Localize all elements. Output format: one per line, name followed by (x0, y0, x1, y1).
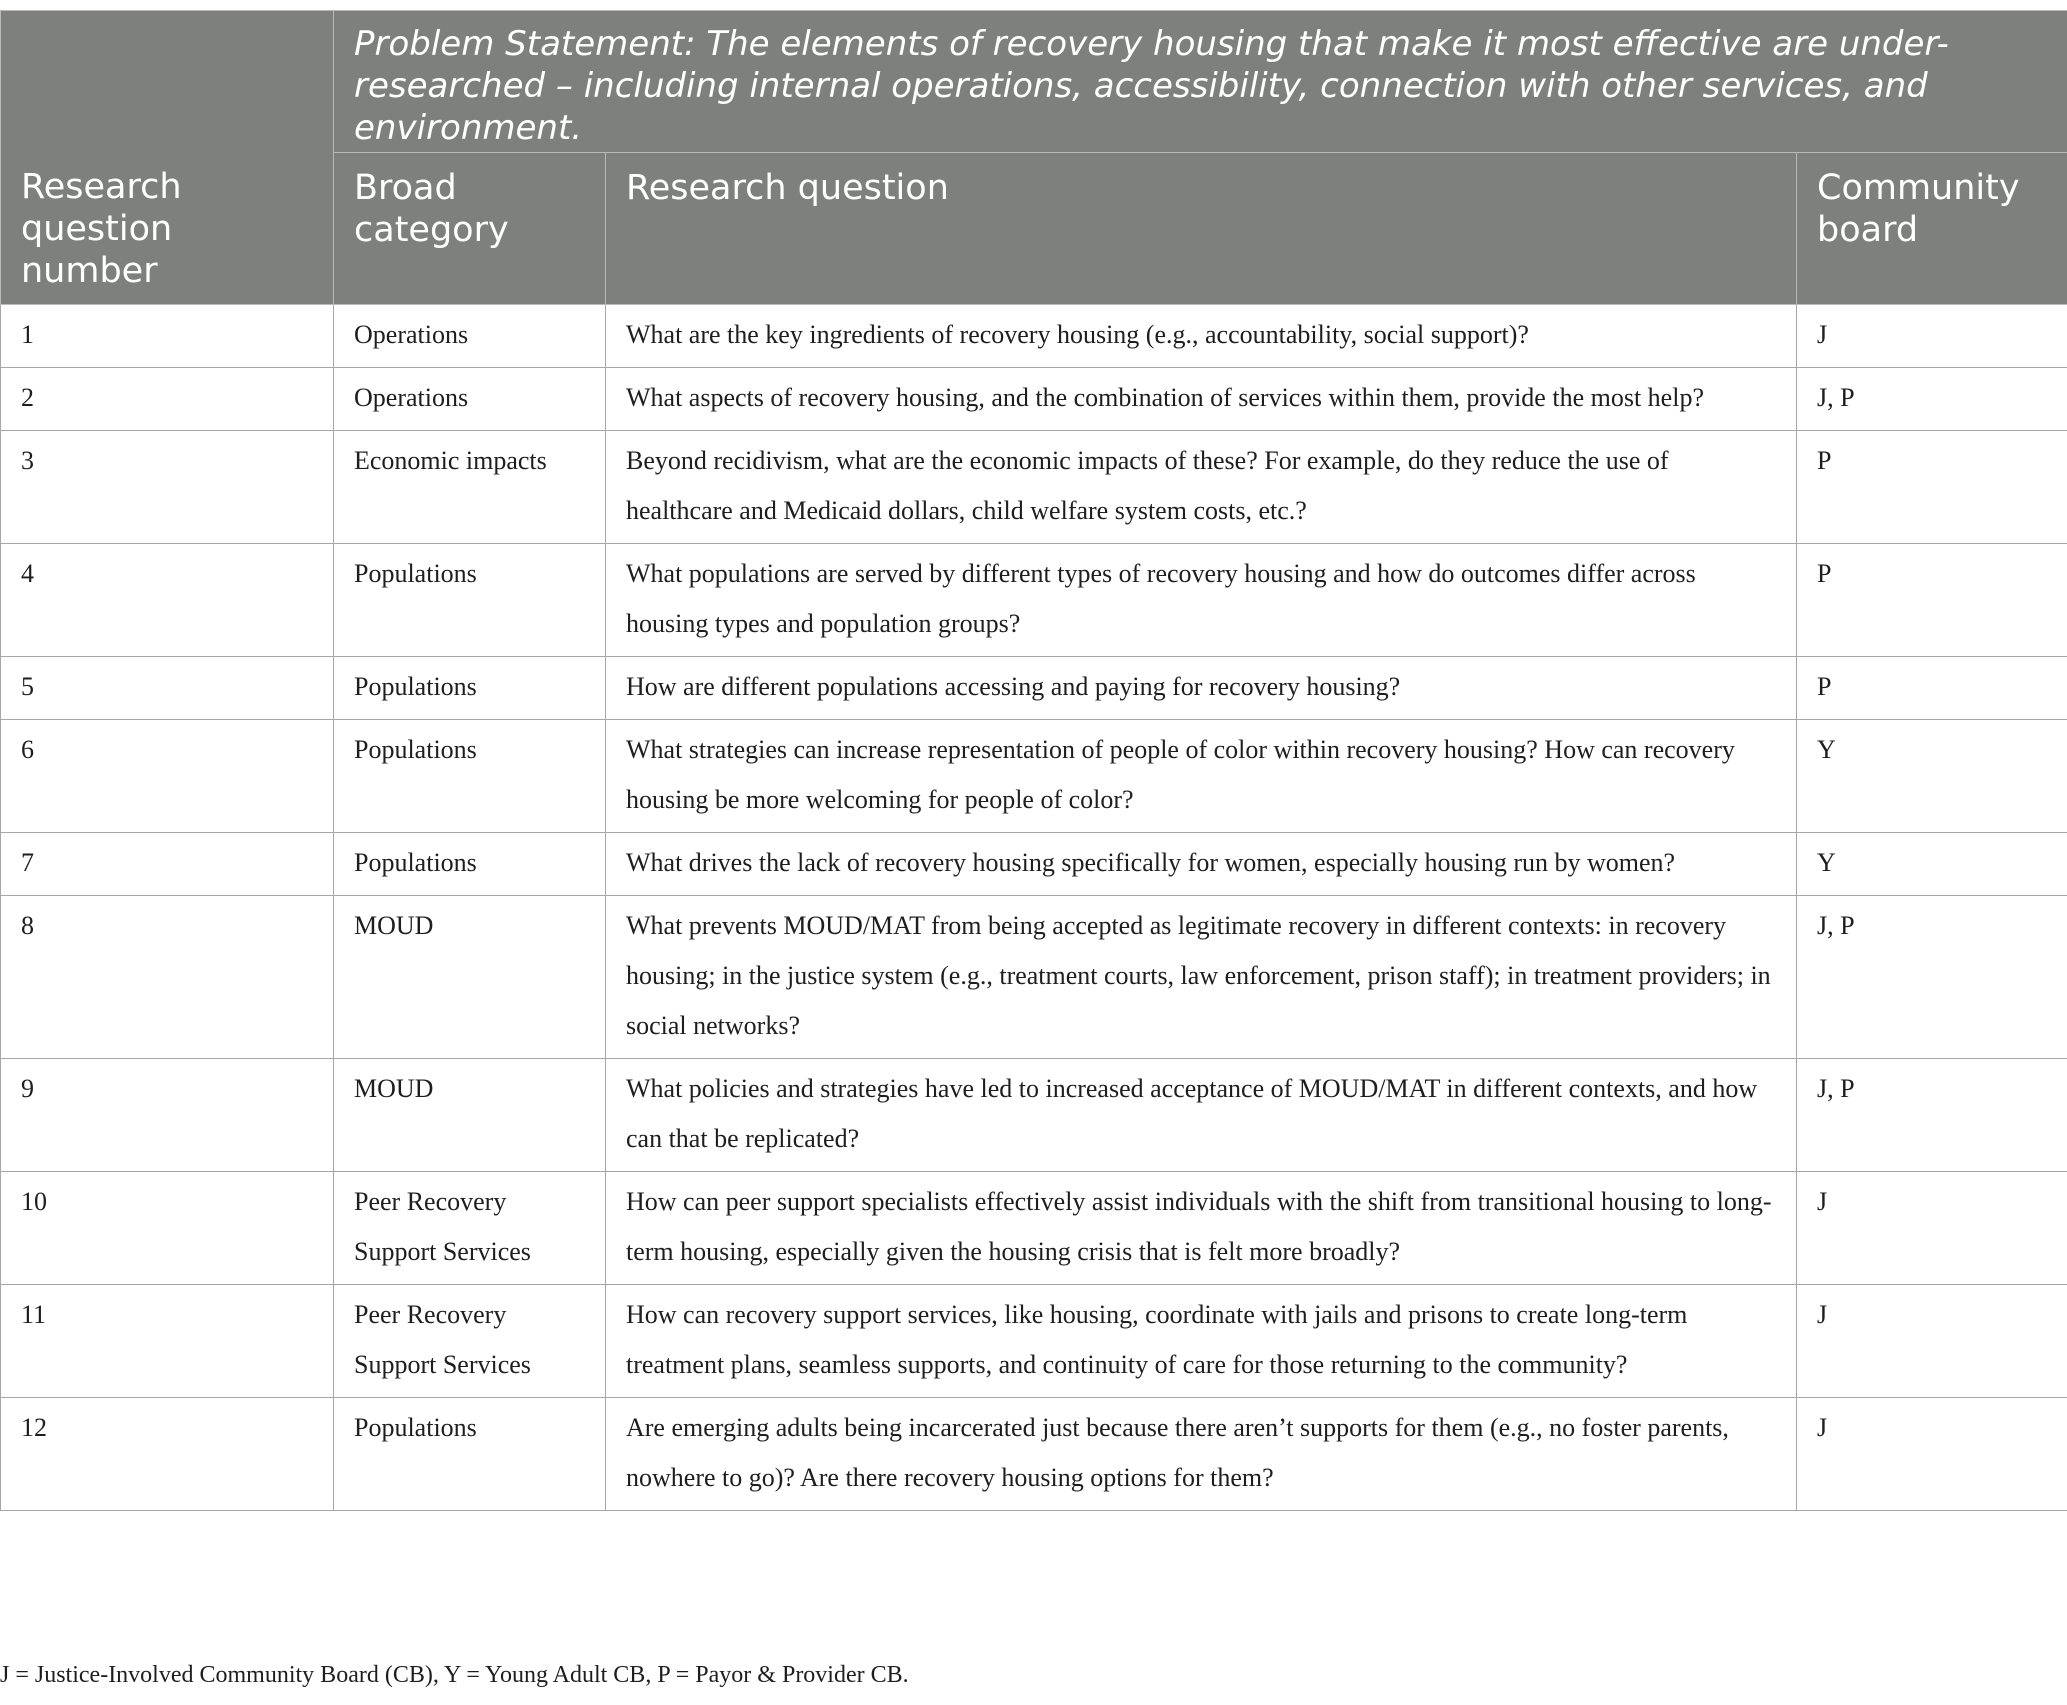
row-question: What strategies can increase representation of people of color within recovery housing? How can recovery housing be more welcoming for people of color? (606, 720, 1797, 833)
row-board: P (1797, 657, 2067, 720)
row-board: J, P (1797, 368, 2067, 431)
research-questions-table (0, 10, 2067, 1511)
header-community-board: Community board (1797, 153, 2067, 305)
row-board: J (1797, 1285, 2067, 1398)
row-number: 4 (1, 544, 334, 657)
row-question: Beyond recidivism, what are the economic impacts of these? For example, do they reduce the use of healthcare and Medicaid dollars, child welfare system costs, etc.? (606, 431, 1797, 544)
table-row (1, 1398, 2067, 1511)
table-footnote: J = Justice-Involved Community Board (CB), Y = Young Adult CB, P = Payor & Provider CB. (0, 1662, 909, 1688)
row-number: 10 (1, 1172, 334, 1285)
table-row (1, 544, 2067, 657)
problem-statement: Problem Statement: The elements of recovery housing that make it most effective are under-researched – including internal operations, accessibility, connection with other services, and environment. (334, 11, 2067, 153)
table-row (1, 720, 2067, 833)
row-question: What drives the lack of recovery housing specifically for women, especially housing run by women? (606, 833, 1797, 896)
row-category: Populations (334, 657, 606, 720)
header-research-question: Research question (606, 153, 1797, 305)
row-question: What populations are served by different types of recovery housing and how do outcomes differ across housing types and population groups? (606, 544, 1797, 657)
row-number: 2 (1, 368, 334, 431)
row-number: 8 (1, 896, 334, 1059)
table-row (1, 368, 2067, 431)
row-category: Peer Recovery Support Services (334, 1285, 606, 1398)
row-board: J (1797, 305, 2067, 368)
row-question: What aspects of recovery housing, and the combination of services within them, provide the most help? (606, 368, 1797, 431)
table-row (1, 833, 2067, 896)
header-research-question-number: Research question number (1, 11, 334, 305)
row-number: 9 (1, 1059, 334, 1172)
row-question: Are emerging adults being incarcerated just because there aren’t supports for them (e.g., no foster parents, nowhere to go)? Are there recovery housing options for them? (606, 1398, 1797, 1511)
row-board: J (1797, 1398, 2067, 1511)
row-category: Populations (334, 544, 606, 657)
row-question: What policies and strategies have led to increased acceptance of MOUD/MAT in different contexts, and how can that be replicated? (606, 1059, 1797, 1172)
row-category: MOUD (334, 1059, 606, 1172)
row-question: How can peer support specialists effectively assist individuals with the shift from transitional housing to long-term housing, especially given the housing crisis that is felt more broadly? (606, 1172, 1797, 1285)
row-category: Economic impacts (334, 431, 606, 544)
table-row (1, 305, 2067, 368)
row-board: P (1797, 544, 2067, 657)
row-category: Populations (334, 833, 606, 896)
row-number: 5 (1, 657, 334, 720)
row-board: Y (1797, 833, 2067, 896)
table-row (1, 1172, 2067, 1285)
table-row (1, 431, 2067, 544)
row-board: P (1797, 431, 2067, 544)
row-question: How are different populations accessing and paying for recovery housing? (606, 657, 1797, 720)
header-broad-category: Broad category (334, 153, 606, 305)
row-number: 7 (1, 833, 334, 896)
row-number: 6 (1, 720, 334, 833)
row-category: Operations (334, 305, 606, 368)
row-board: J (1797, 1172, 2067, 1285)
row-category: Populations (334, 1398, 606, 1511)
row-number: 3 (1, 431, 334, 544)
row-question: What prevents MOUD/MAT from being accepted as legitimate recovery in different contexts: in recovery housing; in the justice system (e.g., treatment courts, law enforcement, prison staff); in treatment providers; in social networks? (606, 896, 1797, 1059)
row-number: 1 (1, 305, 334, 368)
row-number: 11 (1, 1285, 334, 1398)
row-category: Operations (334, 368, 606, 431)
problem-statement-row (1, 11, 2067, 153)
row-category: Populations (334, 720, 606, 833)
table-row (1, 896, 2067, 1059)
row-question: What are the key ingredients of recovery housing (e.g., accountability, social support)? (606, 305, 1797, 368)
row-board: J, P (1797, 1059, 2067, 1172)
row-category: MOUD (334, 896, 606, 1059)
table-row (1, 1059, 2067, 1172)
table-row (1, 657, 2067, 720)
row-board: Y (1797, 720, 2067, 833)
row-board: J, P (1797, 896, 2067, 1059)
table-row (1, 1285, 2067, 1398)
row-category: Peer Recovery Support Services (334, 1172, 606, 1285)
row-question: How can recovery support services, like housing, coordinate with jails and prisons to create long-term treatment plans, seamless supports, and continuity of care for those returning to the community? (606, 1285, 1797, 1398)
row-number: 12 (1, 1398, 334, 1511)
